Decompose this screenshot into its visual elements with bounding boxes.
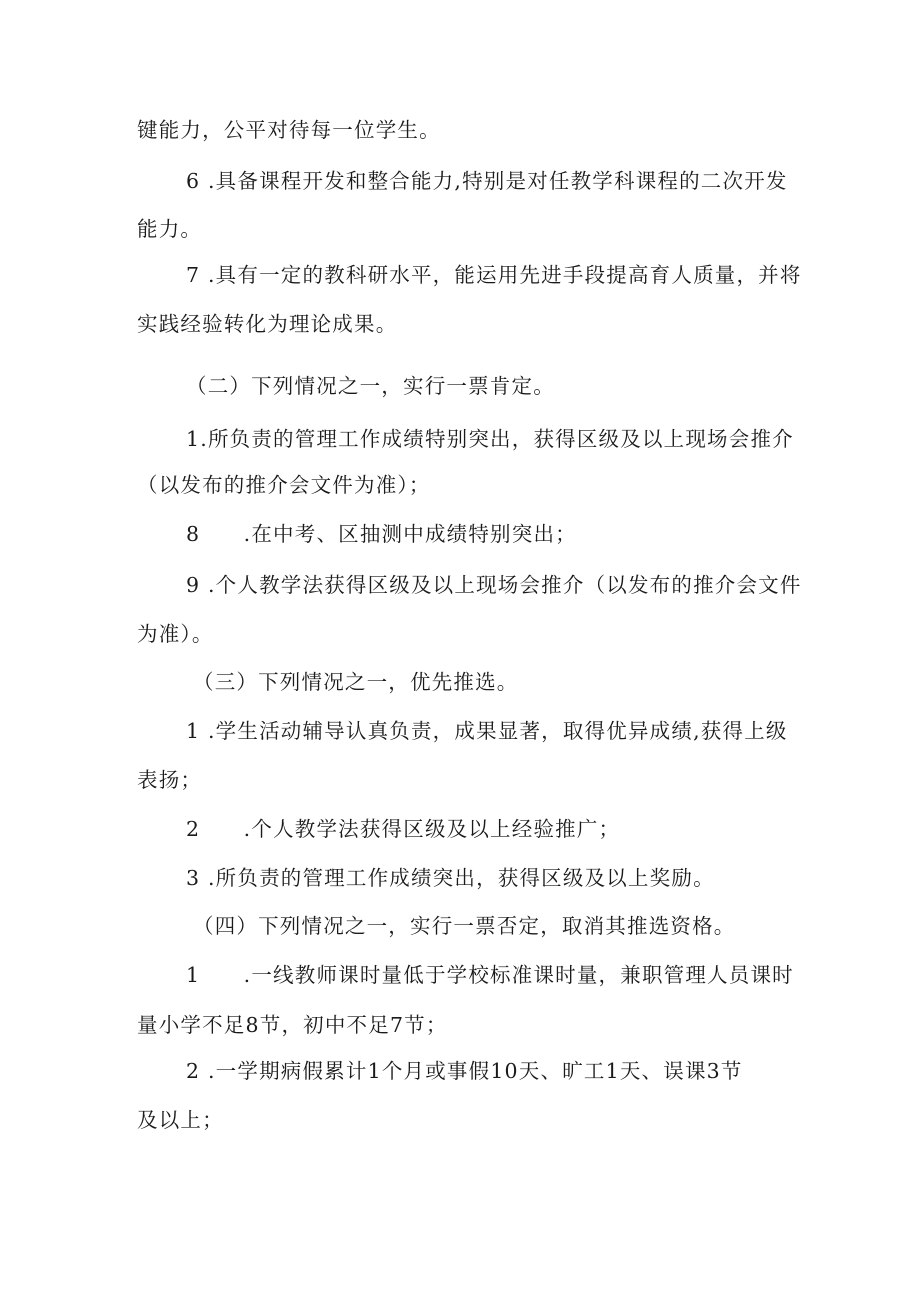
text-line: （以发布的推介会文件为准）； bbox=[137, 473, 431, 497]
text-line: 1 .学生活动辅导认真负责，成果显著，取得优异成绩,获得上级 bbox=[186, 719, 788, 743]
text-line: 7 .具有一定的教科研水平，能运用先进手段提高育人质量，并将 bbox=[186, 263, 802, 287]
text-line: 及以上； bbox=[137, 1108, 224, 1132]
text-line: 2 .一学期病假累计1个月或事假10天、旷工1天、误课3节 bbox=[186, 1059, 743, 1083]
section-heading: （三）下列情况之一，优先推选。 bbox=[193, 670, 519, 694]
text-line: 键能力，公平对待每一位学生。 bbox=[137, 118, 441, 142]
text-line: 为准）。 bbox=[137, 622, 214, 646]
text-line: 实践经验转化为理论成果。 bbox=[137, 312, 398, 336]
text-line: 能力。 bbox=[137, 217, 203, 241]
text-line: 量小学不足8节，初中不足7节； bbox=[137, 1013, 448, 1037]
text-line: 3 .所负责的管理工作成绩突出，获得区级及以上奖励。 bbox=[186, 866, 715, 890]
text-line: 2 .个人教学法获得区级及以上经验推广； bbox=[186, 817, 621, 841]
text-line: 1 .一线教师课时量低于学校标准课时量，兼职管理人员课时 bbox=[186, 963, 794, 987]
section-heading: （四）下列情况之一，实行一票否定，取消其推选资格。 bbox=[193, 914, 736, 938]
text-line: 9 .个人教学法获得区级及以上现场会推介（以发布的推介会文件 bbox=[186, 573, 802, 597]
text-line: 表扬； bbox=[137, 768, 203, 792]
text-line: 6 .具备课程开发和整合能力,特别是对任教学科课程的二次开发 bbox=[186, 169, 788, 193]
section-heading: （二）下列情况之一，实行一票肯定。 bbox=[186, 374, 555, 398]
text-line: 8 .在中考、区抽测中成绩特别突出； bbox=[186, 522, 577, 546]
text-line: 1.所负责的管理工作成绩特别突出，获得区级及以上现场会推介 bbox=[186, 427, 794, 451]
